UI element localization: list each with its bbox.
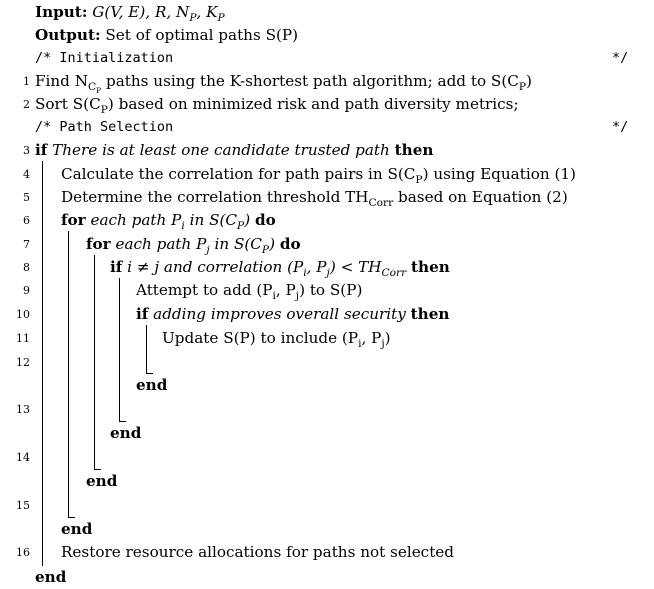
line-10: if adding improves overall security then	[136, 305, 450, 323]
block-hook-for-j	[94, 469, 101, 470]
line-3: if There is at least one candidate trusted path then	[35, 141, 434, 159]
end-inner-if: end	[136, 376, 168, 394]
line-number: 4	[23, 168, 30, 181]
line-number: 15	[16, 499, 30, 512]
output-line	[35, 26, 298, 44]
line-8: if i ≠ j and correlation ($P_i$, $P_j) < TH_{Corr}$ then	[110, 258, 450, 280]
line-number: 3	[23, 144, 30, 157]
input-label: Input:	[35, 3, 88, 21]
input-params: G(V, E), R, $N_P$, $K_P$	[92, 3, 225, 25]
output-label: Output:	[35, 26, 101, 44]
comment-path-selection: /* Path Selection	[35, 119, 174, 135]
comment-close: */	[612, 50, 629, 66]
line-7: for each path $P_j$ in $S(C_P)$ do	[86, 235, 301, 257]
line-1: Find $N_{C_P}$ paths using the K-shortest path algorithm; add to $S(C_P)$	[35, 72, 532, 96]
line-5: Determine the correlation threshold $TH_{Corr}$ based on Equation (2)	[61, 188, 568, 210]
comment-initialization: /* Initialization	[35, 50, 174, 66]
line-11: Update S(P) to include ($P_i$, $P_j$)	[162, 329, 391, 351]
line-number: 7	[23, 238, 30, 251]
block-rule-if-correlation	[119, 278, 120, 421]
line-6: for each path $P_i$ in $S(C_P)$ do	[61, 211, 276, 233]
end-for-i: end	[61, 520, 93, 538]
line-number: 12	[16, 356, 30, 369]
block-hook-if-security	[146, 373, 153, 374]
line-16: Restore resource allocations for paths not selected	[61, 543, 455, 561]
block-hook-if-correlation	[119, 421, 126, 422]
block-rule-for-i	[68, 231, 69, 517]
block-hook-for-i	[68, 517, 75, 518]
comment-close: */	[612, 119, 629, 135]
line-number: 8	[23, 261, 30, 274]
end-for-j: end	[86, 472, 118, 490]
output-value: Set of optimal paths S(P)	[105, 26, 299, 44]
end-if-trusted: end	[35, 568, 67, 586]
line-number: 13	[16, 403, 30, 416]
line-number: 14	[16, 451, 30, 464]
line-number: 2	[23, 98, 30, 111]
line-number: 1	[23, 75, 30, 88]
line-2: Sort $S(C_P)$ based on minimized risk and path diversity metrics;	[35, 95, 519, 117]
input-line	[35, 3, 225, 25]
end-if-correlation: end	[110, 424, 142, 442]
line-number: 16	[16, 546, 30, 559]
line-9: Attempt to add ($P_i$, $P_j$) to S(P)	[136, 281, 363, 303]
block-rule-if-security	[146, 325, 147, 373]
line-number: 6	[23, 214, 30, 227]
line-4: Calculate the correlation for path pairs in $S(C_P)$ using Equation (1)	[61, 165, 576, 187]
line-number: 5	[23, 191, 30, 204]
line-number: 11	[16, 332, 30, 345]
block-rule-for-j	[94, 255, 95, 469]
block-rule-if	[42, 161, 43, 566]
line-number: 10	[16, 308, 30, 321]
line-number: 9	[23, 284, 30, 297]
